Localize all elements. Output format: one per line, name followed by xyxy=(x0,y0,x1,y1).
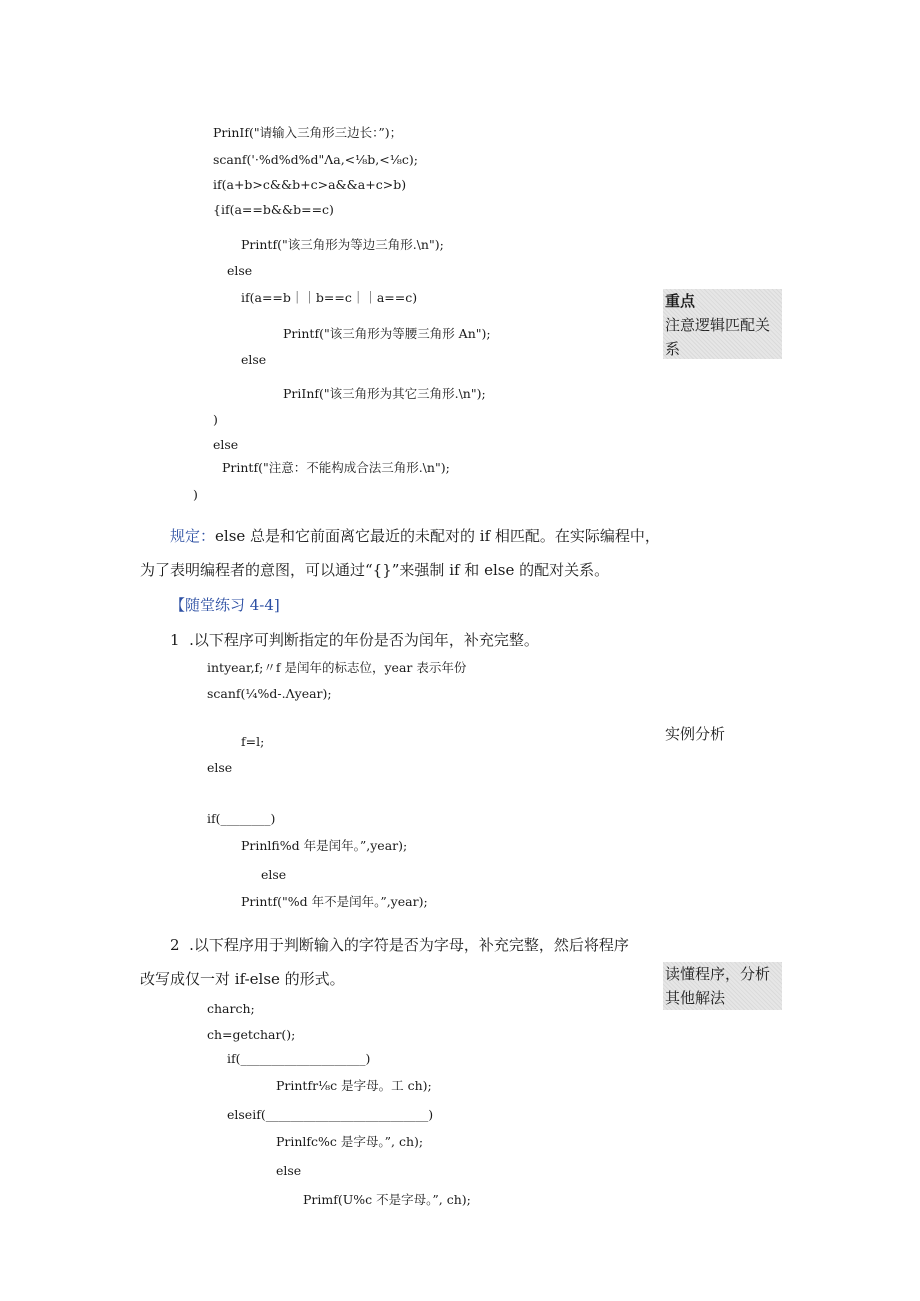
note-text: 其他解法 xyxy=(665,989,726,1007)
code-line: Prinlfc%c 是字母。”, ch); xyxy=(276,1134,424,1149)
code-line: scanf('·%d%d%d"Λa,<⅛b,<⅛c); xyxy=(213,152,418,167)
rule-line-1 xyxy=(170,526,660,546)
rule-line-2: 为了表明编程者的意图，可以通过“{}”来强制 if 和 else 的配对关系。 xyxy=(140,561,610,579)
code-line: else xyxy=(207,760,233,775)
code-line: ch=getchar(); xyxy=(207,1027,296,1042)
rule-text: else 总是和它前面离它最近的未配对的 if 相匹配。在实际编程中， xyxy=(215,527,660,545)
code-line: Printfr⅛c 是字母。工 ch); xyxy=(276,1078,432,1093)
code-line: ) xyxy=(193,487,198,502)
code-line: charch; xyxy=(207,1001,255,1016)
code-line: ) xyxy=(213,412,218,427)
code-line: Printf("注意：不能构成合法三角形.\n"); xyxy=(222,460,450,475)
code-line: intyear,f;〃f 是闰年的标志位，year 表示年份 xyxy=(207,660,467,675)
question-1-text: 1 .以下程序可判断指定的年份是否为闰年，补充完整。 xyxy=(170,631,539,649)
note-text: 系 xyxy=(665,340,681,358)
exercise-heading: 【随堂练习 4-4] xyxy=(170,596,280,614)
code-line: if(a+b>c&&b+c>a&&a+c>b) xyxy=(213,177,407,192)
code-line: Primf(U%c 不是字母。”, ch); xyxy=(303,1192,471,1207)
rule-label: 规定： xyxy=(170,527,216,545)
code-line: else xyxy=(261,867,287,882)
code-line: if(________) xyxy=(207,811,276,826)
code-line: else xyxy=(241,352,267,367)
sidebar-note-read-program xyxy=(663,962,782,1010)
question-2-line-1: 2 .以下程序用于判断输入的字符是否为字母，补充完整，然后将程序 xyxy=(170,936,629,954)
code-line: PriInf("该三角形为其它三角形.\n"); xyxy=(283,386,486,401)
note-text: 实例分析 xyxy=(665,725,726,743)
code-line: {if(a==b&&b==c) xyxy=(213,202,334,217)
note-text: 注意逻辑匹配关 xyxy=(665,316,771,334)
code-line: Printf("该三角形为等边三角形.\n"); xyxy=(241,237,444,252)
note-text: 读懂程序，分析 xyxy=(665,965,771,983)
sidebar-note-key-point xyxy=(663,289,782,359)
code-line: Prinlfi%d 年是闰年。”,year); xyxy=(241,838,408,853)
question-2-line-2: 改写成仅一对 if-else 的形式。 xyxy=(140,970,345,988)
code-line: Printf("%d 年不是闰年。”,year); xyxy=(241,894,428,909)
code-line: if(____________________) xyxy=(227,1051,371,1066)
code-line: else xyxy=(276,1163,302,1178)
code-line: f=l; xyxy=(241,734,265,749)
code-line: if(a==b｜｜b==c｜｜a==c) xyxy=(241,290,418,305)
code-line: Printf("该三角形为等腰三角形 An"); xyxy=(283,326,491,341)
code-line: scanf(¼%d-.Λyear); xyxy=(207,686,332,701)
code-line: else xyxy=(227,263,253,278)
note-title: 重点 xyxy=(665,292,696,310)
sidebar-note-example xyxy=(663,722,782,748)
code-line: elseif(__________________________) xyxy=(227,1107,434,1122)
code-line: else xyxy=(213,437,239,452)
code-line: PrinIf("请输入三角形三边长：”)； xyxy=(213,125,403,140)
